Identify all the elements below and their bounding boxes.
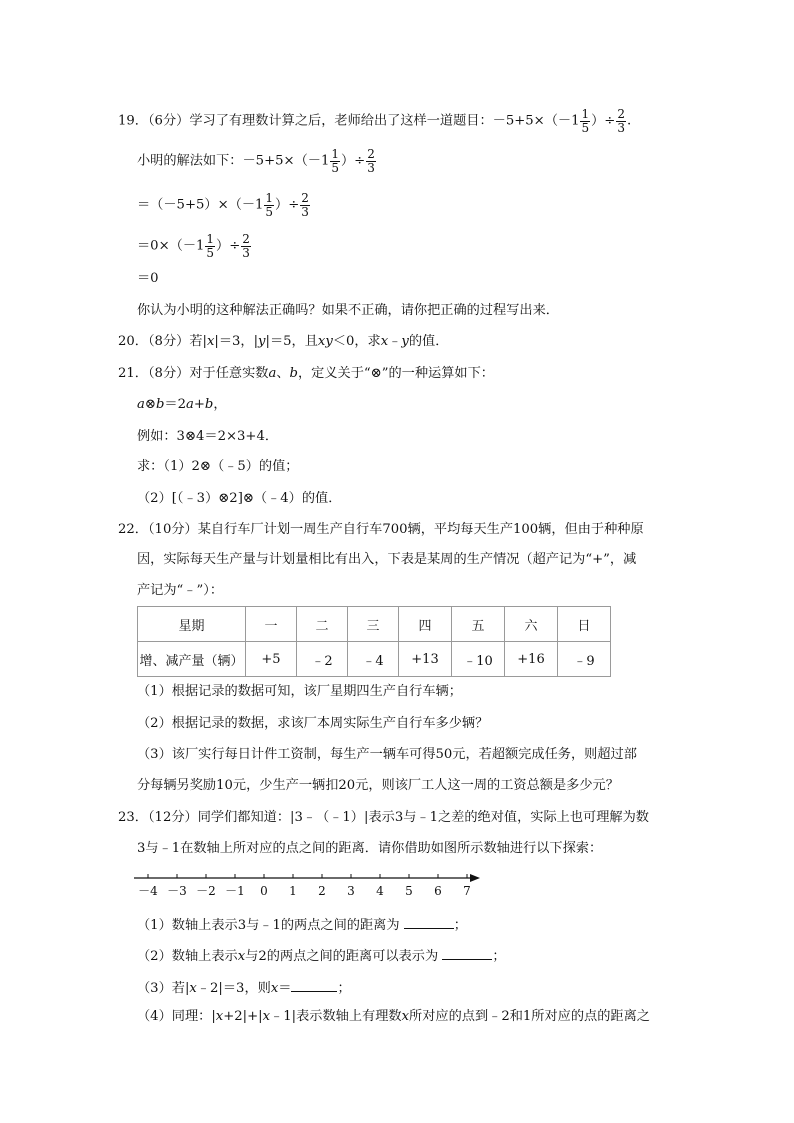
q19-line2-prefix: 小明的解法如下：: [137, 153, 243, 169]
text: （3）若|: [137, 981, 190, 996]
fraction-numerator: 2: [301, 191, 309, 205]
fraction-numerator: 1: [265, 191, 274, 205]
text: 所对应的点到﹣2和1所对应的点的距离之: [409, 1009, 650, 1024]
q19-expr-mid: ）÷: [340, 153, 366, 169]
text: ；: [337, 981, 351, 996]
fraction-denominator: 3: [367, 160, 375, 175]
q19-stem-text: 19．（6分）学习了有理数计算之后，老师给出了这样一道题目：: [118, 113, 493, 129]
fraction-numerator: 2: [242, 232, 250, 246]
var: a: [137, 397, 145, 412]
q23-line1: 23．（12分）同学们都知道：|3﹣（﹣1）|表示3与﹣1之差的绝对值，实际上也可理解为数: [118, 810, 649, 825]
table-cell: ﹣9: [558, 642, 611, 677]
q22-sub1: （1）根据记录的数据可知，该厂星期四生产自行车辆；: [137, 684, 462, 699]
fraction: [580, 108, 590, 134]
var: y: [258, 334, 266, 349]
fraction: [264, 192, 274, 218]
fraction: [366, 148, 376, 174]
axis-tick-label: 2: [318, 884, 326, 898]
text: 21．（8分）对于任意实数: [118, 366, 269, 381]
text: 与2的两点之间的距离可以表示为: [245, 949, 439, 964]
text: |＝5，且: [265, 334, 318, 349]
text: （1）数轴上表示3与﹣1的两点之间的距离为: [137, 918, 400, 933]
text: 20．（8分）若|: [118, 334, 207, 349]
q19-line5: ＝0: [137, 271, 159, 286]
q19-stem: [118, 108, 631, 134]
q19-expr-mid: ）÷: [275, 197, 300, 213]
q20-stem: [118, 335, 448, 348]
answer-blank[interactable]: [404, 915, 454, 929]
table-header-cell: 六: [505, 607, 558, 642]
fraction-denominator: 5: [581, 120, 590, 135]
fraction: [330, 148, 340, 174]
table-header-cell: 四: [399, 607, 452, 642]
q19-line4: [137, 233, 252, 259]
table-header-cell: 星期: [138, 607, 246, 642]
fraction: [300, 192, 310, 218]
table-header-cell: 日: [558, 607, 611, 642]
var: b: [204, 397, 214, 412]
q19-line3-head: ＝（－5+5）×（－1: [137, 197, 264, 213]
text: 、: [276, 366, 290, 381]
var: b: [289, 366, 298, 381]
table-cell: ﹣2: [297, 642, 348, 677]
axis-tick-label: －1: [225, 884, 245, 898]
q22-sub2: （2）根据记录的数据，求该厂本周实际生产自行车多少辆？: [137, 716, 489, 731]
production-table: [137, 606, 611, 677]
text: +2|+|: [223, 1009, 263, 1024]
fraction-numerator: 1: [206, 232, 215, 246]
var: x: [380, 334, 389, 349]
q23-sub4: [137, 1010, 650, 1023]
text: ﹣1|表示数轴上有理数: [270, 1009, 402, 1024]
fraction-denominator: 3: [617, 120, 626, 135]
var: x: [401, 1009, 410, 1024]
text: ＝2: [164, 397, 186, 412]
table-cell: ﹣4: [348, 642, 399, 677]
axis-tick-label: －3: [167, 884, 187, 898]
q22-line2: 因，实际每天生产量与计划量相比有出入，下表是某周的生产情况（超产记为“+”，减: [137, 552, 637, 567]
q22-line3: 产记为“﹣”）：: [137, 583, 224, 598]
axis-tick-label: 1: [289, 884, 297, 898]
table-row: [138, 642, 611, 677]
answer-blank[interactable]: [442, 946, 492, 960]
q23-sub2: [137, 946, 506, 963]
table-header-cell: 一: [246, 607, 297, 642]
var: x: [215, 1009, 224, 1024]
text: ，定义关于“⊗”的一种运算如下：: [297, 366, 494, 381]
q23-sub1: [137, 915, 467, 932]
q21-stem: [118, 367, 494, 380]
text: ；: [492, 949, 506, 964]
text: （2）数轴上表示: [137, 949, 238, 964]
q21-definition: [137, 398, 227, 411]
fraction-denominator: 5: [265, 204, 274, 219]
fraction-numerator: 2: [617, 107, 626, 121]
axis-tick-label: －4: [138, 884, 158, 898]
axis-tick-label: 5: [405, 884, 413, 898]
q19-line2: [137, 148, 377, 174]
q21-sub1: 求：（1）2⊗（﹣5）的值；: [137, 459, 299, 474]
var: xy: [317, 334, 333, 349]
var: x: [189, 981, 197, 996]
q21-sub2: （2）[（﹣3）⊗2]⊗（﹣4）的值．: [137, 491, 342, 506]
fraction-denominator: 3: [242, 245, 250, 260]
text: |＝3，|: [214, 334, 259, 349]
text: +: [193, 397, 205, 412]
fraction: [241, 233, 251, 259]
q19-line3: [137, 192, 311, 218]
var: a: [185, 397, 194, 412]
text: ＜0，求: [332, 334, 381, 349]
var: x: [262, 1009, 271, 1024]
fraction-denominator: 3: [301, 204, 309, 219]
table-header-cell: 五: [452, 607, 505, 642]
fraction: [205, 233, 215, 259]
table-cell: +13: [399, 642, 452, 677]
fraction-denominator: 5: [331, 160, 339, 175]
q19-line4-head: ＝0×（－1: [137, 238, 205, 254]
fraction-denominator: 5: [206, 245, 215, 260]
axis-tick-label: 7: [463, 884, 471, 898]
q19-expr-head: －5+5×（－1: [242, 153, 330, 169]
q19-line6: 你认为小明的这种解法正确吗？如果不正确，请你把正确的过程写出来．: [137, 303, 559, 318]
text: ＝: [278, 981, 292, 996]
q19-expr-mid: ）÷: [216, 238, 241, 254]
text: ，: [213, 397, 227, 412]
table-header-cell: 二: [297, 607, 348, 642]
number-line: [130, 868, 490, 904]
q23-sub3: [137, 978, 351, 995]
q21-example: 例如：3⊗4＝2×3+4．: [137, 429, 279, 444]
q19-expr-mid: ）÷: [591, 113, 616, 129]
fraction-numerator: 1: [331, 147, 339, 161]
axis-arrow-icon: [470, 874, 480, 882]
fraction-numerator: 2: [367, 147, 375, 161]
text: ；: [453, 918, 467, 933]
table-cell: 增、减产量（辆）: [138, 642, 246, 677]
q19-expr-end: .: [627, 113, 632, 129]
table-cell: +16: [505, 642, 558, 677]
var: x: [270, 981, 279, 996]
table-header-cell: 三: [348, 607, 399, 642]
text: ﹣: [388, 334, 402, 349]
q22-sub3-line1: （3）该厂实行每日计件工资制，每生产一辆车可得50元，若超额完成任务，则超过部: [137, 747, 637, 762]
text: ﹣2|＝3，则: [196, 981, 271, 996]
q19-expr-head: －5+5×（－1: [492, 113, 580, 129]
answer-blank[interactable]: [291, 978, 337, 992]
table-cell: ﹣10: [452, 642, 505, 677]
fraction: [616, 108, 626, 134]
var: x: [237, 949, 246, 964]
axis-tick-label: －2: [196, 884, 216, 898]
var: x: [206, 334, 215, 349]
q22-line1: 22．（10分）某自行车厂计划一周生产自行车700辆，平均每天生产100辆，但由于种种原: [118, 522, 644, 537]
text: 的值．: [408, 334, 449, 349]
var: y: [401, 334, 409, 349]
axis-tick-label: 4: [376, 884, 384, 898]
table-row: [138, 607, 611, 642]
text: （4）同理：|: [137, 1009, 216, 1024]
var: a: [268, 366, 277, 381]
table-cell: +5: [246, 642, 297, 677]
text: ⊗: [144, 397, 156, 412]
axis-tick-label: 0: [260, 884, 268, 898]
q23-line2: 3与﹣1在数轴上所对应的点之间的距离．请你借助如图所示数轴进行以下探索：: [137, 841, 603, 856]
axis-tick-label: 6: [434, 884, 442, 898]
fraction-numerator: 1: [581, 107, 590, 121]
var: b: [155, 397, 165, 412]
axis-tick-label: 3: [347, 884, 355, 898]
q22-sub3-line2: 分每辆另奖励10元，少生产一辆扣20元，则该厂工人这一周的工资总额是多少元？: [137, 778, 619, 793]
